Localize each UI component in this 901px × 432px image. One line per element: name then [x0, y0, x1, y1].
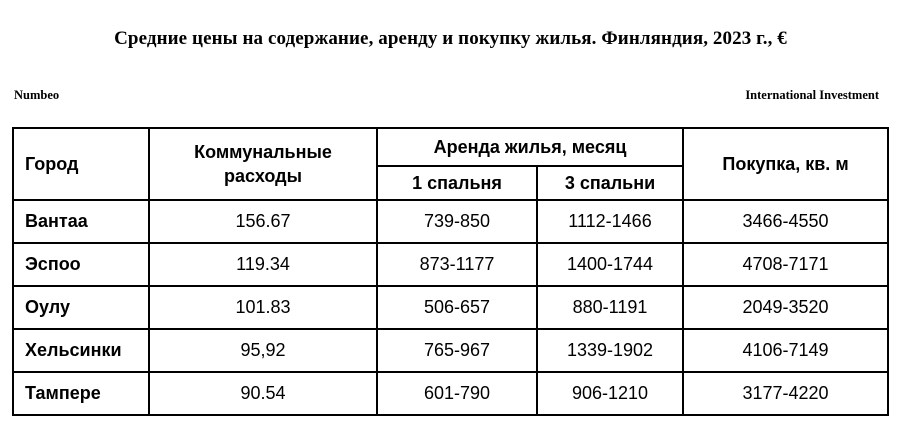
table-header-row	[13, 128, 888, 166]
table-row	[13, 286, 888, 329]
cell-purchase: 4708-7171	[683, 243, 888, 286]
column-header-utilities	[149, 128, 377, 200]
cell-utilities: 101.83	[149, 286, 377, 329]
cell-rent-3br: 1339-1902	[537, 329, 683, 372]
column-header-city: Город	[13, 128, 149, 200]
cell-utilities: 119.34	[149, 243, 377, 286]
table-row	[13, 372, 888, 415]
cell-purchase: 2049-3520	[683, 286, 888, 329]
cell-purchase: 3466-4550	[683, 200, 888, 243]
cell-purchase: 3177-4220	[683, 372, 888, 415]
cell-rent-1br: 601-790	[377, 372, 537, 415]
cell-city: Хельсинки	[13, 329, 149, 372]
page-title: Средние цены на содержание, аренду и покупку жилья. Финляндия, 2023 г., €	[114, 28, 787, 49]
column-header-rent-group: Аренда жилья, месяц	[377, 128, 683, 166]
cell-rent-3br: 1112-1466	[537, 200, 683, 243]
column-header-rent-3br: 3 спальни	[537, 166, 683, 200]
cell-rent-3br: 906-1210	[537, 372, 683, 415]
column-header-purchase: Покупка, кв. м	[683, 128, 888, 200]
cell-rent-1br: 873-1177	[377, 243, 537, 286]
cell-utilities: 156.67	[149, 200, 377, 243]
cell-city: Оулу	[13, 286, 149, 329]
table-row	[13, 200, 888, 243]
cell-purchase: 4106-7149	[683, 329, 888, 372]
cell-utilities: 90.54	[149, 372, 377, 415]
source-label-left: Numbeo	[14, 88, 60, 102]
prices-table	[12, 127, 889, 416]
source-label-right: International Investment	[745, 88, 879, 102]
cell-city: Эспоо	[13, 243, 149, 286]
cell-rent-1br: 506-657	[377, 286, 537, 329]
utilities-header-line2: расходы	[224, 166, 302, 186]
cell-city: Тампере	[13, 372, 149, 415]
cell-rent-1br: 739-850	[377, 200, 537, 243]
utilities-header-line1: Коммунальные	[194, 142, 332, 162]
cell-city: Вантаа	[13, 200, 149, 243]
cell-rent-1br: 765-967	[377, 329, 537, 372]
cell-rent-3br: 880-1191	[537, 286, 683, 329]
cell-utilities: 95,92	[149, 329, 377, 372]
table-row	[13, 329, 888, 372]
cell-rent-3br: 1400-1744	[537, 243, 683, 286]
column-header-rent-1br: 1 спальня	[377, 166, 537, 200]
table-row	[13, 243, 888, 286]
